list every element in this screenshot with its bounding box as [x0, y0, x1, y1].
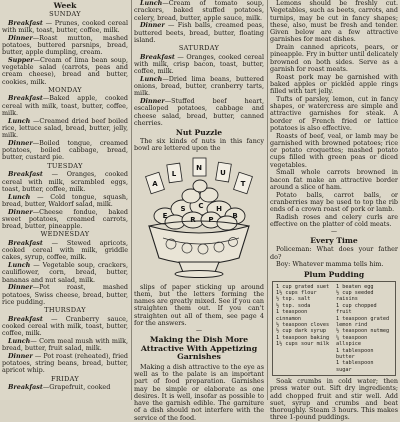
ingredient-item: 1½ cups sour milk — [276, 341, 330, 348]
nut-letter-11: P — [208, 215, 214, 224]
menu-paragraph: Breakfast — Oranges, cooked cereal with milk, scrambled eggs, toast, butter, coffee, milk. — [2, 170, 128, 193]
nut-letter-7: C — [198, 201, 204, 210]
meal-label: Breakfast — [8, 18, 43, 27]
menu-paragraph: Lunch—Cream of tomato soup, crackers, baked stuffed potatoes, celery, bread, butter, apple sauce, milk. — [134, 0, 264, 22]
nut-bowl-drawing — [135, 154, 263, 282]
column-divider — [267, 0, 268, 400]
nut-letter-5: T — [240, 179, 246, 188]
nut-letter-3: N — [196, 163, 202, 172]
garnish-paragraph: Tufts of parsley, lemon, cut in fancy shapes, or watercress are simple and attractive garnishes for steak. A border of French fried or lattice potatoes is also effective. — [270, 94, 398, 132]
menu-paragraph: Supper—Cream of lima bean soup, vegetable salad (carrots, peas and cream cheese), bread and butter, cookies, milk. — [2, 55, 128, 86]
ingredient-item: ½ teaspoon cloves — [276, 321, 330, 328]
menu-paragraph: Dinner — Pot roast (reheated), fried potatoes, string beans, bread, butter, apricot whip. — [2, 351, 128, 375]
day-heading-monday: MONDAY — [48, 85, 82, 94]
day-heading-friday: FRIDAY — [50, 374, 80, 383]
nut-letter-8: H — [216, 204, 222, 213]
meal-label: Lunch — [140, 74, 163, 83]
meal-label: Breakfast — [8, 314, 43, 323]
nut-letter-10: R — [190, 215, 196, 224]
menu-paragraph: Dinner—Boiled tongue, creamed potatoes, boiled cabbage, bread, butter, custard pie. — [2, 138, 128, 162]
menu-paragraph: Lunch —Creamed dried beef boiled rice, lettuce salad, bread, butter, jelly, milk. — [2, 116, 128, 140]
menu-paragraph: Lunch — Cold tongue, squash, bread, butter, Waldorf salad, milk. — [2, 192, 128, 208]
meal-label: Dinner — [8, 283, 33, 292]
separator: — — [331, 228, 337, 236]
menu-paragraph: Lunch—Dried lima beans, buttered onions, bread, butter, cranberry tarts, milk. — [134, 74, 264, 98]
meal-label: Breakfast — [8, 383, 43, 392]
garnish-paragraph: Potato balls, carrot balls, or cranberries may be used to top the rib ends of a crown roast of pork or lamb. — [270, 190, 398, 213]
garnish-paragraph: Lemons should be freshly cut. Vegetables, such as beets, carrots, and turnips, may be cut in fancy shapes; these, also, must be fresh and tender. Given below are a few attractive garnishes for meat dishes. — [270, 0, 398, 44]
ingredient-item: ½ teaspoon nutmeg — [336, 328, 390, 335]
menu-paragraph: Dinner—Pot roast, mashed potatoes, Swiss cheese, bread, butter, rice pudding. — [2, 283, 128, 306]
middle-column — [134, 0, 264, 422]
meal-label: Dinner — [8, 33, 33, 42]
garnish-paragraph: Small whole carrots browned in bacon fat make an attractive border around a slice of ham. — [270, 168, 398, 191]
meal-label: Dinner — [140, 97, 165, 106]
menu-paragraph: Breakfast—Baked apple, cooked cereal with milk, toast, butter, coffee, milk. — [2, 94, 128, 117]
ingredient-item: 1 tablespoon butter — [336, 347, 374, 360]
meal-label: Lunch — [8, 192, 31, 201]
menu-paragraph: Breakfast — Cranberry sauce, cooked cereal with milk, toast, butter, coffee, milk. — [2, 314, 128, 338]
column-divider — [131, 0, 132, 400]
garnish-paragraph: Roasts of beef, veal, or lamb may be garnished with browned potatoes; rice or potato croquettes; mashed potato cups filled with green peas or diced vegetables. — [270, 131, 398, 169]
nut-letter-9: E — [162, 211, 168, 220]
ingredient-item: 1 teaspoon cinnamon — [276, 309, 308, 322]
every-time-heading: Every Time — [310, 236, 358, 246]
day-heading-thursday: THURSDAY — [44, 306, 86, 315]
nut-letter-4: U — [220, 168, 226, 177]
recipe-directions: Soak crumbs in cold water; then press water out. Sift dry ingredients; add chopped fruit and stir well. Add suet, syrup and crumbs and beat thoroughly. Steam 3 hours. This makes three 1-pound puddings. — [270, 377, 398, 422]
ingredient-list-right — [336, 284, 392, 374]
garnish-heading: Making the Dish More Attractive With Appetizing Garnishes — [140, 335, 258, 362]
garnish-paragraph: Radish roses and celery curls are effective on the platter of cold meats. — [270, 212, 398, 228]
joke-line: Boy: Whatever mamma tells him. — [276, 260, 384, 269]
meal-label: Lunch — [8, 116, 31, 125]
menu-paragraph: Breakfast — Prunes, cooked cereal with milk, toast, butter, coffee, milk. — [2, 18, 128, 34]
menu-paragraph: Dinner — Fish balls, creamed peas, buttered beets, bread, butter, floating island. — [134, 21, 264, 44]
nut-puzzle-intro: The six kinds of nuts in this fancy bowl are lettered upon the — [134, 137, 264, 153]
meal-label: Lunch — [8, 336, 31, 345]
day-heading-tuesday: TUESDAY — [47, 161, 83, 170]
ingredient-item: 1 teaspoon baking — [276, 334, 330, 341]
day-heading-saturday: SATURDAY — [178, 44, 220, 52]
ingredient-list-left — [276, 284, 332, 374]
ingredient-item: ½ cup dark syrup — [276, 328, 326, 335]
menu-paragraph: Lunch — Vegetable soup, crackers, cauliflower, corn, bread, butter, bananas and nut salad, milk. — [2, 261, 128, 284]
meal-label: Dinner — [8, 138, 33, 147]
day-heading-sunday: SUNDAY — [49, 10, 81, 18]
meal-label: Breakfast — [8, 238, 43, 247]
menu-paragraph: Breakfast — Stewed apricots, cooked cereal with milk, griddle cakes, syrup, coffee, milk. — [2, 238, 128, 262]
nut-puzzle-heading: Nut Puzzle — [175, 128, 223, 138]
ingredient-item: lemon rind — [336, 321, 368, 328]
ingredient-item: ½ tsp. soda — [276, 302, 311, 309]
nut-puzzle-text: slips of paper sticking up around them, but the letters forming the names are greatly mixed. See if you can straighten them out. If you can't straighten out all of them, see page 4 for the answers. — [134, 282, 264, 327]
nut-letter-2: L — [171, 169, 177, 178]
ingredient-item: 1½ cups flour — [276, 289, 317, 296]
meal-label: Breakfast — [140, 52, 175, 61]
nut-letter-1: A — [152, 179, 158, 188]
meal-label: Breakfast — [8, 94, 43, 103]
ingredient-item: 1 tablespoon sugar — [336, 360, 374, 373]
menu-paragraph: Breakfast — Oranges, cooked cereal with milk, crisp bacon, toast, butter, coffee, milk. — [134, 52, 264, 76]
ingredient-item: 1 teaspoon grated — [336, 315, 390, 322]
nut-letter-6: S — [180, 204, 186, 213]
meal-label: Supper — [8, 55, 34, 64]
meal-label: Lunch — [140, 0, 163, 7]
menu-paragraph: Breakfast—Grapefruit, cooked — [8, 383, 111, 392]
meal-label: Breakfast — [8, 170, 43, 179]
meal-label: Dinner — [140, 21, 165, 30]
menu-column — [2, 0, 128, 400]
day-heading-wednesday: WEDNESDAY — [40, 230, 90, 239]
menu-paragraph: Lunch— Corn meal mush with milk, bread, butter, fruit salad, milk. — [2, 336, 128, 353]
ingredient-item: ¼ teaspoon allspice — [336, 334, 368, 348]
ingredient-item: 1 cup chopped fruit — [336, 302, 377, 316]
plum-pudding-heading: Plum Pudding — [303, 269, 365, 279]
week-heading: Week — [53, 1, 77, 10]
meal-label: Dinner — [8, 207, 33, 216]
menu-paragraph: Dinner—Cheese fondue, baked sweet potatoes, creamed carrots, bread, butter, pineapple. — [2, 207, 128, 231]
meal-label: Dinner — [8, 351, 33, 360]
ingredient-box — [272, 281, 396, 377]
meal-label: Lunch — [8, 261, 31, 270]
ingredient-item: 1 cup grated suet — [276, 283, 330, 290]
nut-letter-12: B — [232, 211, 238, 220]
menu-paragraph: Dinner—Roast mutton, mashed potatoes, buttered parsnips, bread, butter, apple dumpling, cream. — [2, 33, 128, 57]
joke-line: Policeman: What does your father do? — [270, 245, 398, 261]
ingredient-item: ½ tsp. salt — [276, 296, 311, 303]
ingredient-item: ½ cup seeded raisins — [336, 289, 374, 303]
garnish-paragraph: Roast pork may be garnished with baked apples or pickled apple rings filled with tart jelly. — [270, 72, 398, 95]
ingredient-item: 1 beaten egg — [336, 283, 374, 290]
nut-bowl-illustration — [135, 154, 263, 282]
garnish-paragraph: Drain canned apricots, pears, or pineapple. Fry in butter until delicately browned on both sides. Serve as a garnish for roast meats. — [270, 43, 398, 73]
separator: — — [196, 327, 202, 335]
menu-paragraph: Dinner—Stuffed beef heart, escalloped potatoes, cabbage and cheese salad, bread, butter, canned cherries. — [134, 97, 264, 127]
garnish-paragraph: Making a dish attractive to the eye as well as to the palate is an important part of food preparation. Garnishes may be simple or elaborate as one desires. It is well, insofar as possible to have the garnish edible. The garniture of a dish should not interfere with the service of the food. — [134, 362, 264, 422]
right-column — [270, 0, 398, 422]
